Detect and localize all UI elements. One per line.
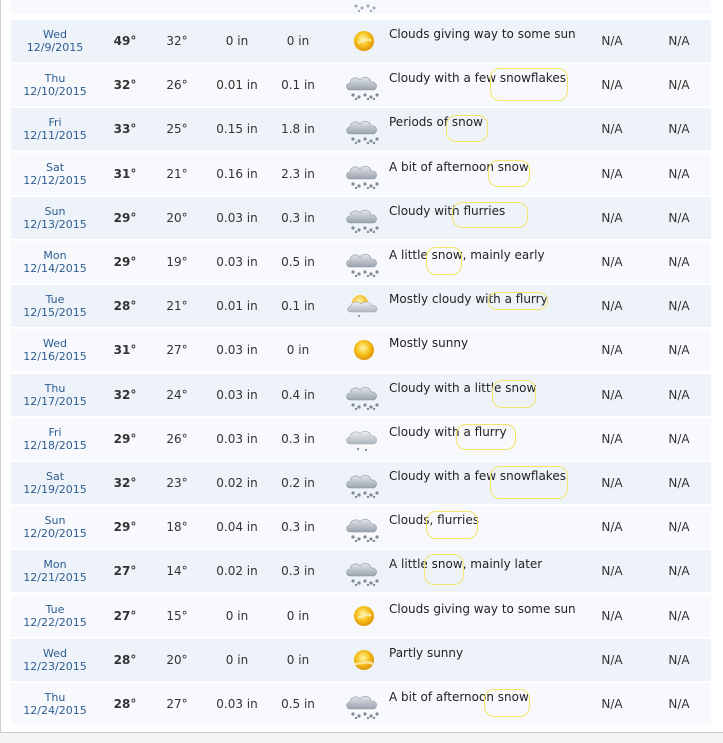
high-temp: 33° xyxy=(113,122,137,137)
row-date[interactable]: 12/21/2015 xyxy=(23,571,87,585)
sun-icon xyxy=(349,335,379,365)
row-day-of-week[interactable]: Fri xyxy=(48,116,62,130)
row-day-of-week[interactable]: Sun xyxy=(44,514,66,528)
na-value-2: N/A xyxy=(668,122,690,137)
snowfall: 0.3 in xyxy=(281,564,315,579)
weather-description: Mostly sunny xyxy=(389,336,469,351)
weather-description: A bit of afternoon snow xyxy=(389,159,529,174)
na-value-1: N/A xyxy=(601,343,623,358)
row-date[interactable]: 12/16/2015 xyxy=(23,350,87,364)
low-temp: 27° xyxy=(166,343,188,358)
row-date-cell xyxy=(11,241,99,283)
na-value-2: N/A xyxy=(668,564,690,579)
row-date-cell xyxy=(11,418,99,460)
weather-icon-cell xyxy=(342,153,386,195)
low-temp: 18° xyxy=(166,520,188,535)
na-value-1: N/A xyxy=(601,166,623,181)
precipitation: 0 in xyxy=(225,608,249,623)
row-day-of-week[interactable]: Mon xyxy=(43,558,67,572)
na-value-2: N/A xyxy=(668,476,690,490)
na-value-2: N/A xyxy=(668,34,690,48)
precipitation: 0 in xyxy=(225,34,249,48)
row-day-of-week[interactable]: Wed xyxy=(43,646,67,660)
weather-icon-cell xyxy=(342,550,386,592)
row-date[interactable]: 12/17/2015 xyxy=(23,394,87,408)
weather-description: A little snow, mainly later xyxy=(389,557,543,572)
table-row xyxy=(11,683,711,727)
high-temp: 32° xyxy=(113,78,137,93)
precipitation: 0.03 in xyxy=(216,210,258,225)
row-date-cell xyxy=(11,683,99,725)
table-row xyxy=(11,153,711,197)
table-row xyxy=(11,639,711,683)
snowfall: 0.1 in xyxy=(281,78,315,93)
na-value-1: N/A xyxy=(601,255,623,269)
high-temp: 32° xyxy=(113,476,137,490)
cloud-flurry-icon xyxy=(344,424,384,454)
high-temp: 31° xyxy=(113,343,137,358)
row-date-cell xyxy=(11,197,99,239)
bottom-scroll-edge xyxy=(0,732,723,743)
weather-description: Cloudy with a few snowflakes xyxy=(389,469,566,483)
table-row xyxy=(11,64,711,108)
snowfall: 0.1 in xyxy=(281,299,315,314)
na-value-2: N/A xyxy=(668,166,690,181)
weather-description: Mostly cloudy with a flurry xyxy=(389,292,548,307)
row-date-cell xyxy=(11,374,99,416)
precipitation: 0.03 in xyxy=(216,387,258,402)
weather-icon-cell xyxy=(342,197,386,239)
high-temp: 29° xyxy=(113,431,137,446)
row-date[interactable]: 12/22/2015 xyxy=(23,615,87,629)
weather-icon-cell xyxy=(342,108,386,150)
row-date-cell xyxy=(11,329,99,371)
na-value-2 xyxy=(662,0,696,14)
weather-icon-cell xyxy=(342,462,386,504)
weather-icon-cell xyxy=(342,683,386,725)
weather-icon-cell xyxy=(342,329,386,371)
na-value-2: N/A xyxy=(668,652,690,667)
high-temp: 28° xyxy=(113,652,137,667)
table-row xyxy=(11,550,711,594)
na-value-1: N/A xyxy=(601,387,623,402)
snow-cloud-icon xyxy=(344,114,384,144)
na-value-2: N/A xyxy=(668,608,690,623)
table-row xyxy=(11,285,711,329)
snow-cloud-icon xyxy=(344,556,384,586)
row-day-of-week[interactable]: Wed xyxy=(43,28,67,41)
low-temp: 26° xyxy=(166,431,188,446)
na-value-1: N/A xyxy=(601,431,623,446)
row-date[interactable]: 12/24/2015 xyxy=(23,704,87,717)
snow-cloud-icon xyxy=(344,689,384,719)
precipitation: 0.16 in xyxy=(216,166,258,181)
weather-icon-cell xyxy=(342,639,386,681)
na-value-1: N/A xyxy=(601,520,623,535)
snowfall: 0 in xyxy=(286,343,310,358)
high-temp: 29° xyxy=(113,255,137,269)
snowfall: 1.8 in xyxy=(281,122,315,137)
low-temp: 21° xyxy=(166,299,188,314)
weather-description: Cloudy with a flurry xyxy=(389,424,507,439)
snowfall: 0 in xyxy=(286,608,310,623)
row-date[interactable]: 12/13/2015 xyxy=(23,217,87,231)
table-row xyxy=(11,20,711,64)
row-date[interactable]: 12/20/2015 xyxy=(23,527,87,541)
table-row xyxy=(11,595,711,639)
row-day-of-week[interactable]: Fri xyxy=(48,425,62,439)
weather-description: Clouds giving way to some sun xyxy=(389,601,576,616)
high-temp: 27° xyxy=(113,608,137,623)
table-row xyxy=(11,374,711,418)
row-date-cell xyxy=(11,639,99,681)
row-day-of-week[interactable]: Thu xyxy=(44,381,66,395)
row-date[interactable]: 12/18/2015 xyxy=(23,438,87,452)
row-day-of-week[interactable]: Tue xyxy=(45,293,65,307)
weather-icon-cell xyxy=(342,64,386,106)
na-value-1: N/A xyxy=(601,122,623,137)
snowfall: 0.5 in xyxy=(281,697,315,711)
row-day-of-week[interactable]: Sat xyxy=(45,470,65,483)
row-date-cell xyxy=(11,550,99,592)
row-day-of-week[interactable]: Thu xyxy=(44,72,66,86)
row-date[interactable]: 12/12/2015 xyxy=(23,173,87,187)
precipitation: 0.03 in xyxy=(216,343,258,358)
table-row xyxy=(11,241,711,285)
row-date-cell xyxy=(11,462,99,504)
na-value-2: N/A xyxy=(668,520,690,535)
snowfall: 0 in xyxy=(286,34,310,48)
precipitation: 0.01 in xyxy=(216,299,258,314)
low-temp: 15° xyxy=(166,608,188,623)
snow-showers-icon xyxy=(344,0,384,13)
row-day-of-week[interactable]: Sun xyxy=(44,204,66,218)
precipitation: 0.15 in xyxy=(216,122,258,137)
snow-cloud-icon xyxy=(344,380,384,410)
weather-description: A little snow, mainly early xyxy=(389,248,545,262)
weather-icon-cell xyxy=(342,418,386,460)
row-date[interactable]: 12/9/2015 xyxy=(26,41,84,54)
precipitation: 0.01 in xyxy=(216,78,258,93)
weather-description: Cloudy with a little snow xyxy=(389,380,537,395)
snow-cloud-icon xyxy=(344,468,384,498)
precipitation: 0.04 in xyxy=(216,520,258,535)
weather-icon-cell xyxy=(342,285,386,327)
high-temp: 32° xyxy=(113,387,137,402)
row-date[interactable]: 12/14/2015 xyxy=(23,262,87,275)
row-date[interactable]: 12/19/2015 xyxy=(23,483,87,496)
na-value-2: N/A xyxy=(668,343,690,358)
row-date-cell xyxy=(11,285,99,327)
low-temp: 24° xyxy=(166,387,188,402)
high-temp: 29° xyxy=(113,520,137,535)
precipitation: 0.02 in xyxy=(216,476,258,490)
table-row xyxy=(11,197,711,241)
na-value-2: N/A xyxy=(668,255,690,269)
row-date[interactable]: 12/11/2015 xyxy=(23,129,87,143)
low-temp: 27° xyxy=(166,697,188,711)
high-temp: 49° xyxy=(113,34,137,48)
na-value-1: N/A xyxy=(601,564,623,579)
na-value-1: N/A xyxy=(601,78,623,93)
weather-description: Cloudy with flurries xyxy=(389,203,506,218)
row-date[interactable]: 12/10/2015 xyxy=(23,85,87,99)
high-temp: 29° xyxy=(113,210,137,225)
partly-sunny-icon xyxy=(349,645,379,675)
snowfall: 0.4 in xyxy=(281,387,315,402)
na-value-1: N/A xyxy=(601,652,623,667)
precipitation: 0.03 in xyxy=(216,697,258,711)
row-date-cell xyxy=(11,0,99,14)
na-value-2: N/A xyxy=(668,431,690,446)
high-temp: 31° xyxy=(113,166,137,181)
low-temp: 20° xyxy=(166,652,188,667)
na-value-2: N/A xyxy=(668,299,690,314)
weather-icon-cell xyxy=(342,506,386,548)
snowfall: 0.3 in xyxy=(281,210,315,225)
snowfall: 0.2 in xyxy=(281,476,315,490)
na-value-1: N/A xyxy=(601,697,623,711)
low-temp: 32° xyxy=(166,34,188,48)
na-value-2: N/A xyxy=(668,387,690,402)
low-temp: 20° xyxy=(166,210,188,225)
precipitation: 0.03 in xyxy=(216,255,258,269)
row-date-cell xyxy=(11,20,99,62)
low-temp: 23° xyxy=(166,476,188,490)
row-date-cell xyxy=(11,153,99,195)
na-value-1: N/A xyxy=(601,476,623,490)
weather-description: Clouds giving way to some sun xyxy=(389,27,576,41)
table-row xyxy=(11,418,711,462)
weather-description: Partly sunny xyxy=(389,645,464,660)
precipitation: 0.02 in xyxy=(216,564,258,579)
na-value-2: N/A xyxy=(668,210,690,225)
snowfall: 0.3 in xyxy=(281,431,315,446)
high-temp: 28° xyxy=(113,299,137,314)
na-value-1: N/A xyxy=(601,608,623,623)
snowfall: 0.3 in xyxy=(281,520,315,535)
snow-cloud-icon xyxy=(344,247,384,277)
na-value-1: N/A xyxy=(601,299,623,314)
table-row xyxy=(11,329,711,373)
low-temp: 21° xyxy=(166,166,188,181)
na-value-1: N/A xyxy=(601,34,623,48)
snow-cloud-icon xyxy=(344,159,384,189)
row-date-cell xyxy=(11,64,99,106)
weather-description: A bit of afternoon snow xyxy=(389,690,529,704)
weather-icon-cell xyxy=(342,241,386,283)
na-value-1 xyxy=(595,0,629,14)
snow-cloud-icon xyxy=(344,203,384,233)
weather-description: Cloudy with a few snowflakes xyxy=(389,71,566,86)
row-day-of-week[interactable]: Wed xyxy=(43,337,67,351)
weather-icon-cell xyxy=(342,20,386,62)
row-date[interactable]: 12/23/2015 xyxy=(23,659,87,673)
precipitation: 0.03 in xyxy=(216,431,258,446)
table-row xyxy=(11,506,711,550)
row-day-of-week[interactable]: Thu xyxy=(44,691,66,704)
row-day-of-week[interactable]: Mon xyxy=(43,249,67,262)
row-date[interactable]: 12/15/2015 xyxy=(23,306,87,320)
na-value-1: N/A xyxy=(601,210,623,225)
row-date-cell xyxy=(11,595,99,637)
table-row-partial xyxy=(11,0,711,16)
sun-with-clouds-icon xyxy=(349,601,379,631)
weather-description: Clouds, flurries xyxy=(389,513,479,528)
snow-cloud-icon xyxy=(344,70,384,100)
sun-with-clouds-icon xyxy=(349,26,379,56)
row-date-cell xyxy=(11,506,99,548)
na-value-2: N/A xyxy=(668,78,690,93)
high-temp: 27° xyxy=(113,564,137,579)
row-day-of-week[interactable]: Sat xyxy=(45,160,65,174)
high-temp: 28° xyxy=(113,697,137,711)
na-value-2: N/A xyxy=(668,697,690,711)
weather-icon-cell xyxy=(342,595,386,637)
snowfall: 0 in xyxy=(286,652,310,667)
snowfall: 2.3 in xyxy=(281,166,315,181)
row-day-of-week[interactable]: Tue xyxy=(45,602,65,616)
low-temp: 25° xyxy=(166,122,188,137)
weather-icon-cell xyxy=(342,0,386,14)
weather-description: Periods of snow xyxy=(389,115,483,130)
table-row xyxy=(11,108,711,152)
low-temp: 14° xyxy=(166,564,188,579)
weather-icon-cell xyxy=(342,374,386,416)
snow-cloud-icon xyxy=(344,512,384,542)
snowfall: 0.5 in xyxy=(281,255,315,269)
precipitation: 0 in xyxy=(225,652,249,667)
sun-cloud-flurry-icon xyxy=(344,291,384,321)
table-row xyxy=(11,462,711,506)
low-temp: 26° xyxy=(166,78,188,93)
low-temp: 19° xyxy=(166,255,188,269)
row-date-cell xyxy=(11,108,99,150)
